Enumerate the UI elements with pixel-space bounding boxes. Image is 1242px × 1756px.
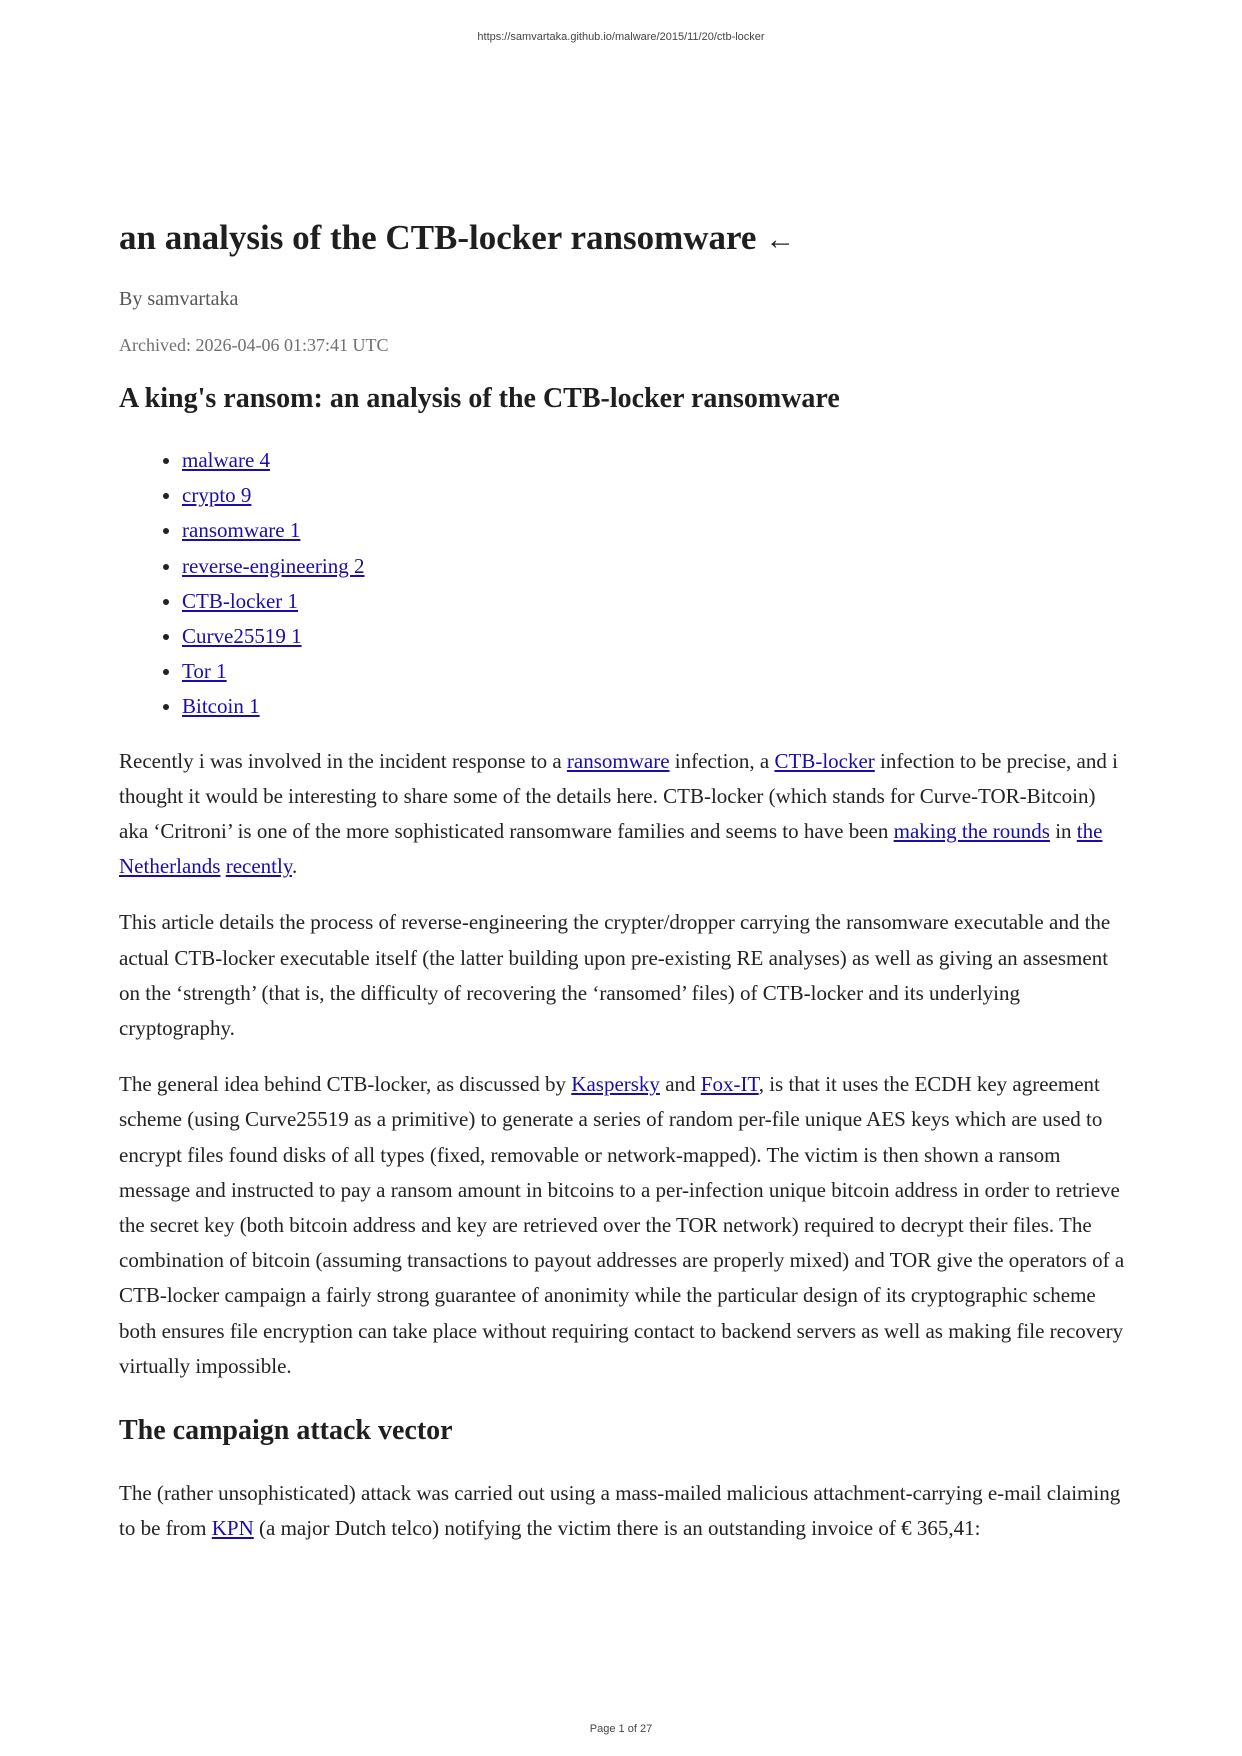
ransomware-link[interactable]: ransomware [566,748,670,773]
making-the-rounds-link[interactable]: making the rounds [893,819,1050,844]
tag-list-item [182,513,1129,548]
article-scope-paragraph: This article details the process of reverse-engineering the crypter/dropper carrying the ransomware executable and the actual CTB-locker executable itself (the latter building upon pre-existing RE analyses) as well as giving an assesment on the ‘strength’ (that is, the difficulty of recovering the ‘ransomed’ files) of CTB-locker and its underlying cryptography. [119,910,1111,1041]
kpn-link[interactable]: KPN [211,1516,254,1541]
back-arrow-icon[interactable]: ← [765,223,796,256]
tag-link-bitcoin[interactable]: Bitcoin 1 [182,694,260,719]
article-subtitle: A king's ransom: an analysis of the CTB-locker ransomware [119,383,840,414]
attack-vector-text-1: The (rather unsophisticated) attack was carried out using a mass-mailed malicious attachment-carrying e-mail claiming to be from [119,1481,1121,1541]
recently-link[interactable]: recently [225,854,292,879]
general-idea-text-1: The general idea behind CTB-locker, as discussed by [119,1072,572,1097]
intro-text-6: . [291,854,298,879]
tag-link-crypto[interactable]: crypto 9 [182,483,252,508]
tag-link-tor[interactable]: Tor 1 [182,659,227,684]
general-idea-text-2: and [659,1072,701,1097]
tag-list-item [182,584,1129,619]
fox-it-link[interactable]: Fox-IT [700,1072,759,1097]
tag-list-item [182,443,1129,478]
tag-list-item [182,689,1129,724]
page-url-header: https://samvartaka.github.io/malware/2015/11/20/ctb-locker [477,31,765,43]
tag-list-item [182,619,1129,654]
tag-list [119,443,1129,725]
netherlands-link[interactable]: the Netherlands [119,819,1103,879]
intro-text-2: infection, a [669,748,775,773]
tag-link-ransomware[interactable]: ransomware 1 [182,518,301,543]
tag-link-curve25519[interactable]: Curve25519 1 [182,624,302,649]
attack-vector-paragraph [119,1476,1129,1546]
general-idea-paragraph [119,1067,1129,1384]
tag-link-reverse-engineering[interactable]: reverse-engineering 2 [182,553,365,578]
page-number-footer: Page 1 of 27 [589,1723,653,1735]
intro-text-3: infection to be precise, and i thought it would be interesting to share some of the details here. CTB-locker (which stands for Curve-TOR-Bitcoin) aka ‘Critroni’ is one of the more sophisticated ransomware families and seems to have been [119,748,1118,844]
archived-timestamp: Archived: 2026-04-06 01:37:41 UTC [119,335,389,355]
tag-list-item [182,654,1129,689]
tag-list-item [182,549,1129,584]
article-title-text: an analysis of the CTB-locker ransomware [119,218,757,257]
intro-paragraph [119,744,1129,885]
attack-vector-text-2: (a major Dutch telco) notifying the victim there is an outstanding invoice of € 365,41: [253,1516,981,1541]
ctb-locker-link[interactable]: CTB-locker [774,748,875,773]
tag-list-item [182,478,1129,513]
tag-link-ctb-locker[interactable]: CTB-locker 1 [182,588,299,613]
author-byline: By samvartaka [119,288,239,310]
intro-text-4: in [1049,819,1077,844]
article-content [119,210,1129,1546]
article-title [119,210,1129,266]
intro-text-1: Recently i was involved in the incident response to a [119,748,567,773]
tag-link-malware[interactable]: malware 4 [182,448,271,472]
general-idea-text-3: , is that it uses the ECDH key agreement scheme (using Curve25519 as a primitive) to generate a series of random per-file unique AES keys which are used to encrypt files found disks of all types (fixed, removable or network-mapped). The victim is then shown a ransom message and instructed to pay a ransom amount in bitcoins to a per-infection unique bitcoin address in order to retrieve the secret key (both bitcoin address and key are retrieved over the TOR network) required to decrypt their files. The combination of bitcoin (assuming transactions to payout addresses are properly mixed) and TOR give the operators of a CTB-locker campaign a fairly strong guarantee of anonimity while the particular design of its cryptographic scheme both ensures file encryption can take place without requiring contact to backend servers as well as making file recovery virtually impossible. [119,1072,1125,1378]
section-heading-attack-vector: The campaign attack vector [119,1415,453,1447]
kaspersky-link[interactable]: Kaspersky [571,1072,660,1097]
